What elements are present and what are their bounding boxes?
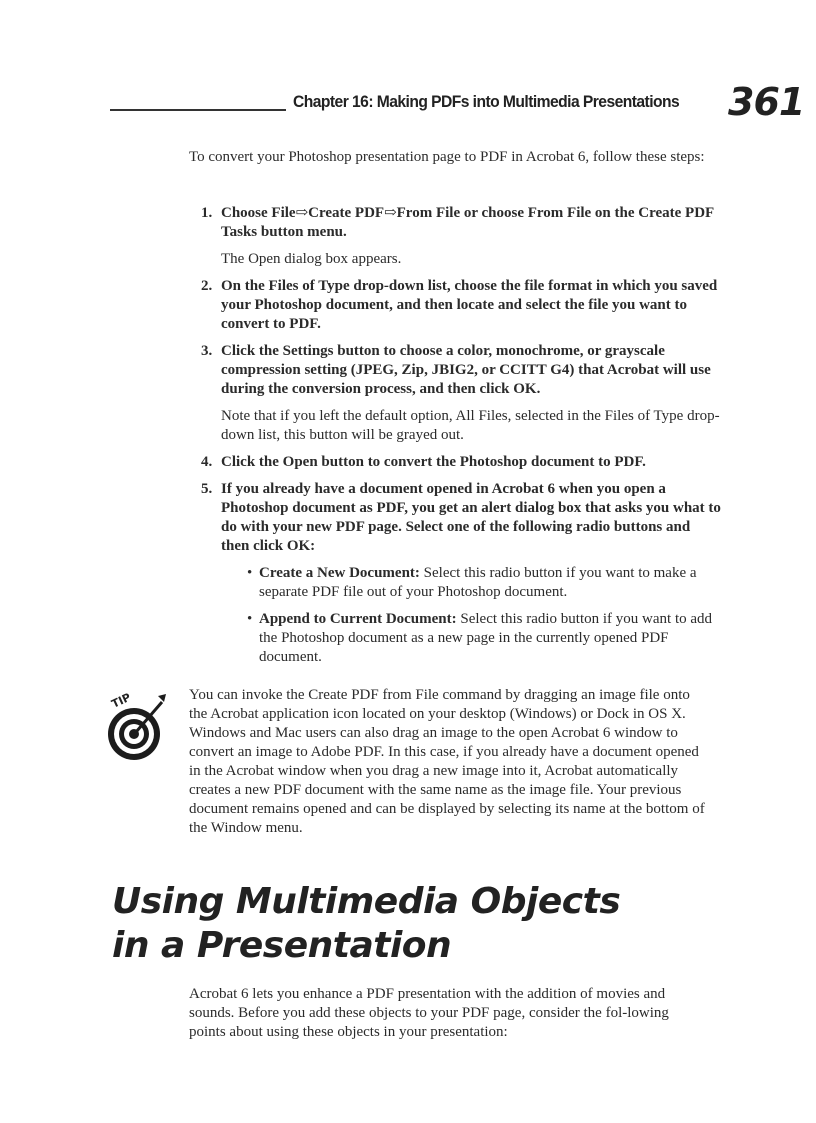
bullet-term: Append to Current Document: [259,611,457,627]
header-rule [110,109,286,111]
steps-list [201,204,721,675]
step-number: 4. [201,454,213,470]
step-item [201,277,721,334]
bullet-text: Select this radio button if you want to add the Photoshop document as a new page in the currently opened PDF document. [259,611,713,665]
step-item [201,453,721,472]
section-heading-line1: Using Multimedia Objects [112,881,621,922]
list-item [247,564,721,602]
step-note: Note that if you left the default option, All Files, selected in the Files of Type drop-down list, this button will be grayed out. [221,408,720,443]
step-number: 3. [201,343,213,359]
tip-paragraph: You can invoke the Create PDF from File command by dragging an image file onto the Acrobat application icon located on your desktop (Windows) or Dock in OS X. Windows and Mac users can also drag an image to the open Acrobat 6 window to convert an image to Adobe PDF. In this case, if you already have a document opened in the Acrobat window when you drag a new image into it, Acrobat automatically creates a new PDF document with the same name as the image file. Your previous document remains opened and can be displayed by selecting its name at the bottom of the Window menu. [189,687,705,836]
step-text: If you already have a document opened in Acrobat 6 when you open a Photoshop document as PDF, you get an alert dialog box that asks you what to do with your new PDF page. Select one of the following radio buttons and then click OK: [221,481,721,554]
bullet-icon: • [247,565,253,581]
step-number: 1. [201,205,213,221]
step-text: Click the Settings button to choose a color, monochrome, or grayscale compression setting (JPEG, Zip, JBIG2, or CCITT G4) that Acrobat will use during the conversion process, and then click OK. [221,343,711,397]
step-item [201,480,721,667]
intro-paragraph: To convert your Photoshop presentation page to PDF in Acrobat 6, follow these steps: [189,149,705,165]
step-note: The Open dialog box appears. [221,251,402,267]
tip-icon-label: TIP [109,690,133,711]
step-text: Click the Open button to convert the Photoshop document to PDF. [221,454,646,470]
step-item [201,204,721,269]
bullet-text: Select this radio button if you want to make a separate PDF file out of your Photoshop document. [259,565,697,600]
list-item [247,610,721,667]
chapter-title: Chapter 16: Making PDFs into Multimedia Presentations [293,92,680,111]
bullet-icon: • [247,611,253,627]
step-text: Choose File⇨Create PDF⇨From File or choose From File on the Create PDF Tasks button menu. [221,205,714,240]
page-number: 361 [728,80,805,124]
step-number: 5. [201,481,213,497]
bullet-term: Create a New Document: [259,565,420,581]
step-item [201,342,721,445]
tip-target-icon [106,690,168,770]
step-text: On the Files of Type drop-down list, choose the file format in which you saved your Photoshop document, and then locate and select the file you want to convert to PDF. [221,278,718,332]
running-header [110,80,805,124]
arrow-fletching [158,694,166,702]
section-heading [112,880,620,968]
section-paragraph: Acrobat 6 lets you enhance a PDF presentation with the addition of movies and sounds. Before you add these objects to your PDF page, consider the fol-lowing points about using these objects in your presentation: [189,986,669,1040]
radio-option-list [247,564,721,667]
section-heading-line2: in a Presentation [112,925,452,966]
step-number: 2. [201,278,213,294]
